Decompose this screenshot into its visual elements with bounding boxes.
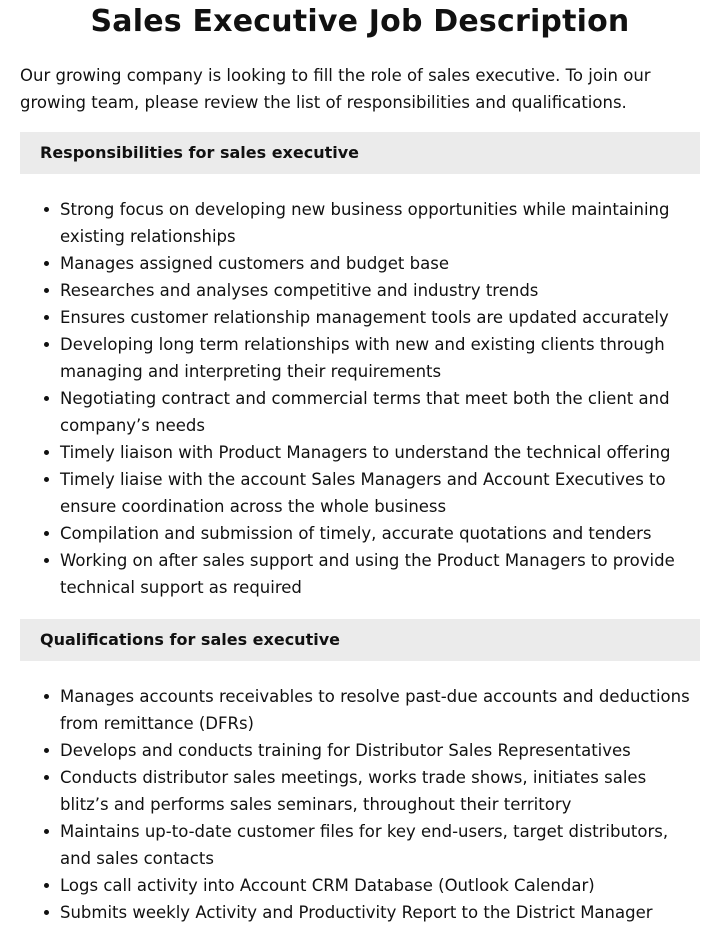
list-item: Researches and analyses competitive and industry trends bbox=[60, 277, 700, 304]
list-item: Ensures customer relationship management tools are updated accurately bbox=[60, 304, 700, 331]
list-item: Manages assigned customers and budget base bbox=[60, 250, 700, 277]
responsibilities-header: Responsibilities for sales executive bbox=[20, 132, 700, 174]
list-item: Manages accounts receivables to resolve past-due accounts and deductions from remittance (DFRs) bbox=[60, 683, 700, 737]
list-item: Timely liaison with Product Managers to understand the technical offering bbox=[60, 439, 700, 466]
page-title: Sales Executive Job Description bbox=[90, 4, 630, 39]
list-item: Strong focus on developing new business opportunities while maintaining existing relationships bbox=[60, 196, 700, 250]
list-item: Logs call activity into Account CRM Database (Outlook Calendar) bbox=[60, 872, 700, 899]
intro-paragraph: Our growing company is looking to fill the role of sales executive. To join our growing team, please review the list of responsibilities and qualifications. bbox=[20, 66, 651, 112]
qualifications-list bbox=[20, 683, 700, 926]
responsibilities-list bbox=[20, 196, 700, 601]
list-item: Working on after sales support and using the Product Managers to provide technical support as required bbox=[60, 547, 700, 601]
list-item: Timely liaise with the account Sales Managers and Account Executives to ensure coordination across the whole business bbox=[60, 466, 700, 520]
list-item: Submits weekly Activity and Productivity Report to the District Manager bbox=[60, 899, 700, 926]
list-item: Negotiating contract and commercial terms that meet both the client and company’s needs bbox=[60, 385, 700, 439]
list-item: Develops and conducts training for Distributor Sales Representatives bbox=[60, 737, 700, 764]
qualifications-header: Qualifications for sales executive bbox=[20, 619, 700, 661]
list-item: Developing long term relationships with new and existing clients through managing and interpreting their requirements bbox=[60, 331, 700, 385]
list-item: Maintains up-to-date customer files for key end-users, target distributors, and sales contacts bbox=[60, 818, 700, 872]
list-item: Conducts distributor sales meetings, works trade shows, initiates sales blitz’s and performs sales seminars, throughout their territory bbox=[60, 764, 700, 818]
list-item: Compilation and submission of timely, accurate quotations and tenders bbox=[60, 520, 700, 547]
